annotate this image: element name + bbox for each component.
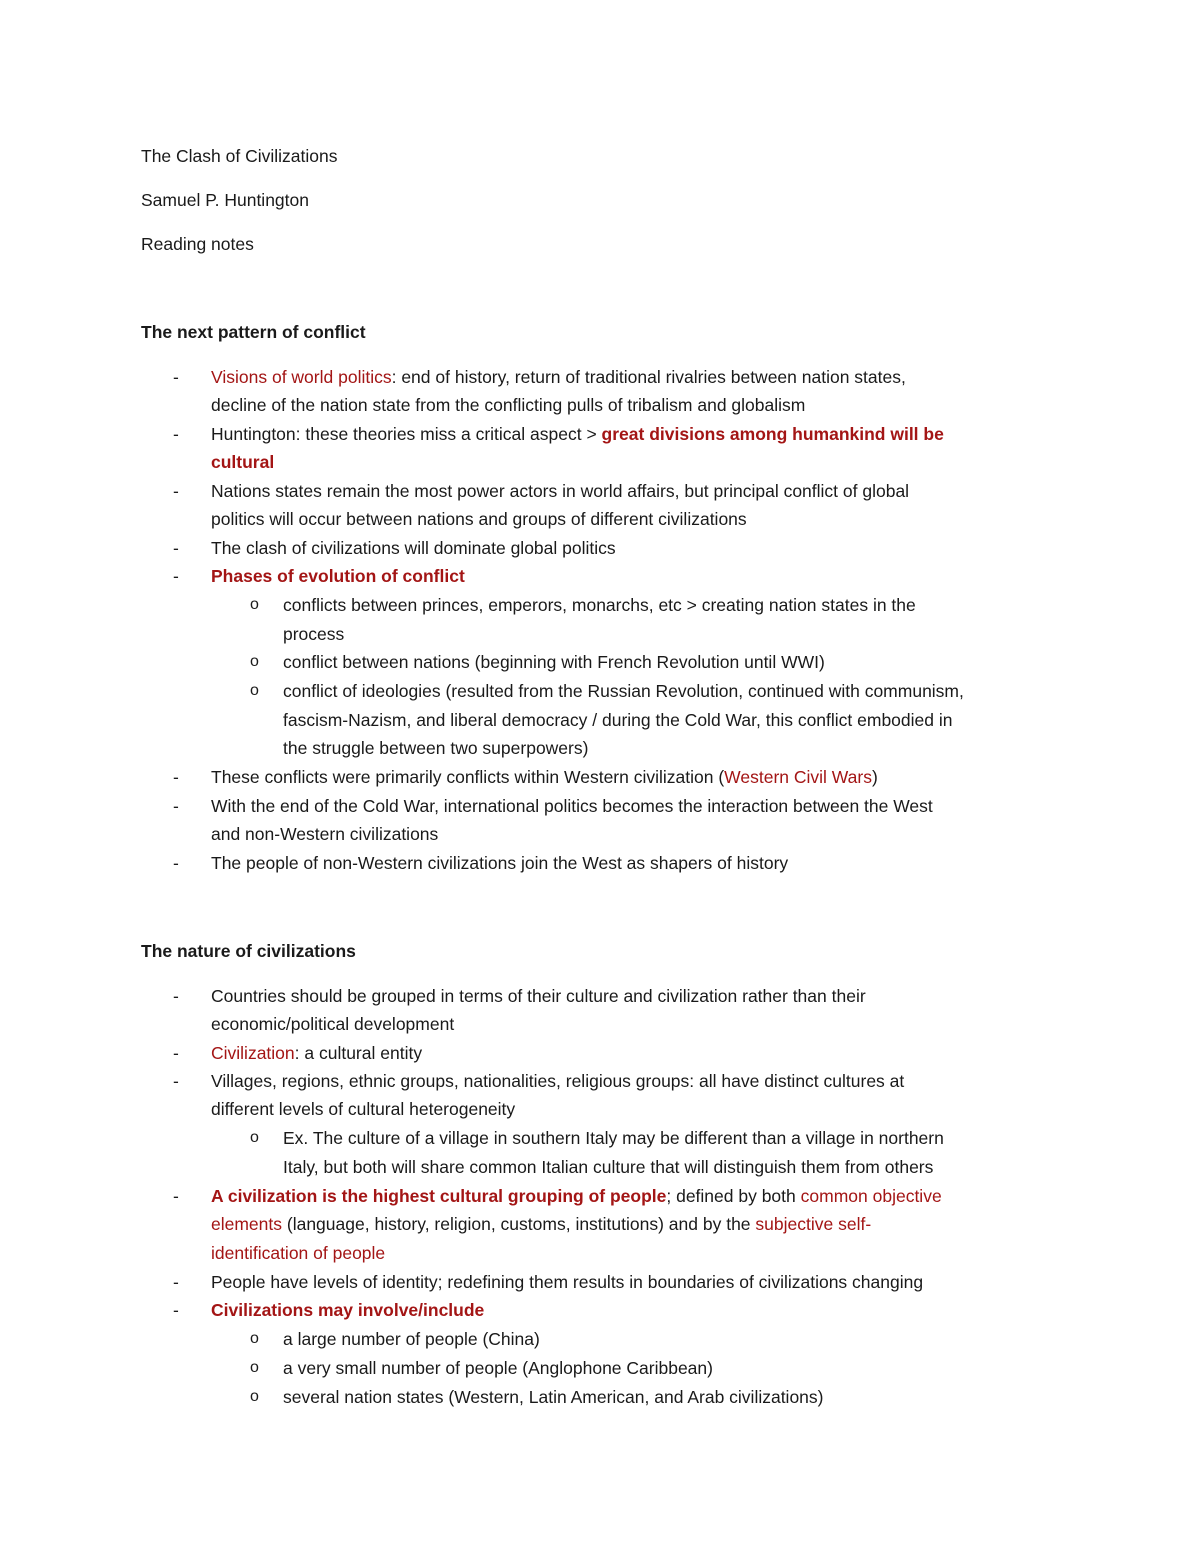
item-line: Huntington: these theories miss a critical aspect > great divisions among humankind will be: [211, 424, 944, 444]
item-line: Phases of evolution of conflict: [211, 566, 465, 586]
item-line: These conflicts were primarily conflicts within Western civilization (Western Civil Wars): [211, 767, 878, 787]
item-line: Ex. The culture of a village in southern Italy may be different than a village in northern: [283, 1128, 944, 1148]
item-line: a very small number of people (Anglophone Caribbean): [283, 1358, 713, 1378]
dash-marker: -: [173, 424, 179, 444]
circle-bullet-marker: o: [250, 682, 259, 699]
circle-bullet-marker: o: [250, 653, 259, 670]
item-line: economic/political development: [211, 1014, 455, 1034]
item-line: conflicts between princes, emperors, monarchs, etc > creating nation states in the: [283, 595, 916, 615]
item-line: a large number of people (China): [283, 1329, 540, 1349]
item-line: A civilization is the highest cultural grouping of people; defined by both common objective: [211, 1186, 942, 1206]
item-line: conflict between nations (beginning with French Revolution until WWI): [283, 652, 825, 672]
dash-marker: -: [173, 481, 179, 501]
item-line: Countries should be grouped in terms of their culture and civilization rather than their: [211, 986, 866, 1006]
dash-marker: -: [173, 538, 179, 558]
item-line: politics will occur between nations and groups of different civilizations: [211, 509, 747, 529]
item-line: cultural: [211, 452, 275, 472]
item-line: People have levels of identity; redefining them results in boundaries of civilizations changing: [211, 1272, 924, 1292]
item-line: Visions of world politics: end of history, return of traditional rivalries between nation states,: [211, 367, 906, 387]
circle-bullet-marker: o: [250, 596, 259, 613]
document-title: The Clash of Civilizations: [141, 146, 338, 166]
circle-bullet-marker: o: [250, 1359, 259, 1376]
item-line: Civilization: a cultural entity: [211, 1043, 423, 1063]
dash-marker: -: [173, 853, 179, 873]
item-line: The people of non-Western civilizations join the West as shapers of history: [211, 853, 789, 873]
section-heading-next-pattern: The next pattern of conflict: [141, 322, 366, 342]
item-line: different levels of cultural heterogeneity: [211, 1099, 516, 1119]
item-line: Nations states remain the most power actors in world affairs, but principal conflict of global: [211, 481, 910, 501]
document-subtitle: Reading notes: [141, 234, 254, 254]
dash-marker: -: [173, 986, 179, 1006]
document-author: Samuel P. Huntington: [141, 190, 309, 210]
item-line: conflict of ideologies (resulted from the Russian Revolution, continued with communism,: [283, 681, 964, 701]
item-line: Italy, but both will share common Italian culture that will distinguish them from others: [283, 1157, 934, 1177]
item-line: Civilizations may involve/include: [211, 1300, 485, 1320]
dash-marker: -: [173, 767, 179, 787]
item-line: the struggle between two superpowers): [283, 738, 589, 758]
circle-bullet-marker: o: [250, 1388, 259, 1405]
item-line: fascism-Nazism, and liberal democracy / during the Cold War, this conflict embodied in: [283, 710, 953, 730]
section-heading-nature-of-civilizations: The nature of civilizations: [141, 941, 356, 961]
dash-marker: -: [173, 1300, 179, 1320]
circle-bullet-marker: o: [250, 1129, 259, 1146]
item-line: several nation states (Western, Latin American, and Arab civilizations): [283, 1387, 824, 1407]
circle-bullet-marker: o: [250, 1330, 259, 1347]
dash-marker: -: [173, 1071, 179, 1091]
item-line: process: [283, 624, 345, 644]
item-line: and non-Western civilizations: [211, 824, 439, 844]
item-line: elements (language, history, religion, customs, institutions) and by the subjective self-: [211, 1214, 872, 1234]
dash-marker: -: [173, 1272, 179, 1292]
item-line: The clash of civilizations will dominate global politics: [211, 538, 616, 558]
item-line: Villages, regions, ethnic groups, nationalities, religious groups: all have distinct cultures at: [211, 1071, 905, 1091]
item-line: decline of the nation state from the conflicting pulls of tribalism and globalism: [211, 395, 806, 415]
dash-marker: -: [173, 1186, 179, 1206]
dash-marker: -: [173, 796, 179, 816]
item-line: identification of people: [211, 1243, 386, 1263]
item-line: With the end of the Cold War, international politics becomes the interaction between the West: [211, 796, 933, 816]
dash-marker: -: [173, 566, 179, 586]
dash-marker: -: [173, 1043, 179, 1063]
dash-marker: -: [173, 367, 179, 387]
